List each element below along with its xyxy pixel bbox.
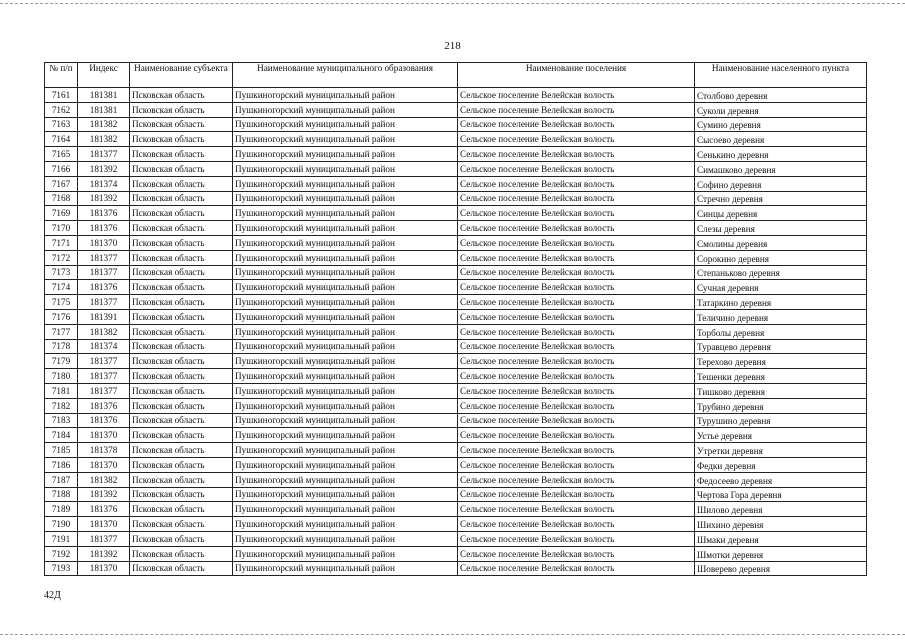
table-row <box>45 176 867 191</box>
cell-locality: Слезы деревня <box>695 221 867 236</box>
cell-num: 7174 <box>45 280 78 295</box>
cell-settlement: Сельское поселение Велейская волость <box>458 369 695 384</box>
cell-index: 181392 <box>78 191 130 206</box>
cell-num: 7168 <box>45 191 78 206</box>
cell-settlement: Сельское поселение Велейская волость <box>458 280 695 295</box>
cell-subject: Псковская область <box>130 88 233 103</box>
cell-index: 181382 <box>78 472 130 487</box>
cell-num: 7177 <box>45 324 78 339</box>
cell-subject: Псковская область <box>130 235 233 250</box>
table-row <box>45 117 867 132</box>
cell-municipality: Пушкиногорский муниципальный район <box>233 354 458 369</box>
cell-index: 181381 <box>78 88 130 103</box>
cell-subject: Псковская область <box>130 472 233 487</box>
cell-subject: Псковская область <box>130 487 233 502</box>
cell-locality: Шмотки деревня <box>695 546 867 561</box>
cell-num: 7187 <box>45 472 78 487</box>
cell-index: 181377 <box>78 531 130 546</box>
cell-index: 181376 <box>78 502 130 517</box>
cell-locality: Терехово деревня <box>695 354 867 369</box>
cell-index: 181377 <box>78 250 130 265</box>
cell-municipality: Пушкиногорский муниципальный район <box>233 561 458 576</box>
cell-num: 7165 <box>45 147 78 162</box>
table-row <box>45 265 867 280</box>
cell-index: 181370 <box>78 457 130 472</box>
cell-locality: Трубино деревня <box>695 398 867 413</box>
cell-municipality: Пушкиногорский муниципальный район <box>233 369 458 384</box>
cell-locality: Чертова Гора деревня <box>695 487 867 502</box>
cell-subject: Псковская область <box>130 502 233 517</box>
table-row <box>45 531 867 546</box>
cell-index: 181377 <box>78 295 130 310</box>
cell-num: 7191 <box>45 531 78 546</box>
cell-municipality: Пушкиногорский муниципальный район <box>233 383 458 398</box>
table-row <box>45 221 867 236</box>
cell-municipality: Пушкиногорский муниципальный район <box>233 117 458 132</box>
cell-num: 7179 <box>45 354 78 369</box>
cell-subject: Псковская область <box>130 102 233 117</box>
cell-settlement: Сельское поселение Велейская волость <box>458 235 695 250</box>
cell-subject: Псковская область <box>130 531 233 546</box>
table-row <box>45 428 867 443</box>
cell-municipality: Пушкиногорский муниципальный район <box>233 457 458 472</box>
cell-index: 181370 <box>78 517 130 532</box>
cell-settlement: Сельское поселение Велейская волость <box>458 265 695 280</box>
cell-num: 7188 <box>45 487 78 502</box>
cell-settlement: Сельское поселение Велейская волость <box>458 339 695 354</box>
cell-index: 181378 <box>78 443 130 458</box>
cell-index: 181377 <box>78 147 130 162</box>
table-row <box>45 191 867 206</box>
cell-subject: Псковская область <box>130 117 233 132</box>
cell-subject: Псковская область <box>130 221 233 236</box>
cell-num: 7181 <box>45 383 78 398</box>
table-row <box>45 398 867 413</box>
cell-municipality: Пушкиногорский муниципальный район <box>233 176 458 191</box>
cell-subject: Псковская область <box>130 324 233 339</box>
cell-subject: Псковская область <box>130 517 233 532</box>
cell-num: 7173 <box>45 265 78 280</box>
cell-num: 7183 <box>45 413 78 428</box>
cell-municipality: Пушкиногорский муниципальный район <box>233 413 458 428</box>
cell-settlement: Сельское поселение Велейская волость <box>458 561 695 576</box>
cell-locality: Татаркино деревня <box>695 295 867 310</box>
cell-index: 181370 <box>78 235 130 250</box>
cell-num: 7170 <box>45 221 78 236</box>
cell-index: 181377 <box>78 383 130 398</box>
cell-index: 181391 <box>78 309 130 324</box>
cell-locality: Софино деревня <box>695 176 867 191</box>
cell-index: 181376 <box>78 413 130 428</box>
cell-locality: Симашково деревня <box>695 161 867 176</box>
cell-municipality: Пушкиногорский муниципальный район <box>233 221 458 236</box>
cell-municipality: Пушкиногорский муниципальный район <box>233 517 458 532</box>
cell-index: 181382 <box>78 117 130 132</box>
cell-num: 7172 <box>45 250 78 265</box>
cell-subject: Псковская область <box>130 546 233 561</box>
table-row <box>45 443 867 458</box>
cell-subject: Псковская область <box>130 176 233 191</box>
cell-index: 181392 <box>78 546 130 561</box>
cell-locality: Суколи деревня <box>695 102 867 117</box>
cell-locality: Шмаки деревня <box>695 531 867 546</box>
cell-settlement: Сельское поселение Велейская волость <box>458 531 695 546</box>
cell-municipality: Пушкиногорский муниципальный район <box>233 531 458 546</box>
scan-top-edge <box>0 3 905 5</box>
table-row <box>45 324 867 339</box>
cell-num: 7176 <box>45 309 78 324</box>
cell-settlement: Сельское поселение Велейская волость <box>458 117 695 132</box>
cell-locality: Сорокино деревня <box>695 250 867 265</box>
cell-num: 7175 <box>45 295 78 310</box>
cell-locality: Сучная деревня <box>695 280 867 295</box>
cell-subject: Псковская область <box>130 250 233 265</box>
cell-settlement: Сельское поселение Велейская волость <box>458 250 695 265</box>
cell-settlement: Сельское поселение Велейская волость <box>458 191 695 206</box>
cell-settlement: Сельское поселение Велейская волость <box>458 295 695 310</box>
cell-settlement: Сельское поселение Велейская волость <box>458 472 695 487</box>
cell-subject: Псковская область <box>130 428 233 443</box>
cell-subject: Псковская область <box>130 132 233 147</box>
cell-subject: Псковская область <box>130 161 233 176</box>
table-row <box>45 147 867 162</box>
cell-locality: Тешенки деревня <box>695 369 867 384</box>
cell-locality: Сенькино деревня <box>695 147 867 162</box>
table-row <box>45 250 867 265</box>
page-number: 218 <box>444 40 461 52</box>
cell-settlement: Сельское поселение Велейская волость <box>458 398 695 413</box>
cell-locality: Стречно деревня <box>695 191 867 206</box>
cell-locality: Турушино деревня <box>695 413 867 428</box>
cell-subject: Псковская область <box>130 191 233 206</box>
cell-index: 181376 <box>78 221 130 236</box>
cell-settlement: Сельское поселение Велейская волость <box>458 354 695 369</box>
cell-subject: Псковская область <box>130 457 233 472</box>
cell-num: 7184 <box>45 428 78 443</box>
cell-municipality: Пушкиногорский муниципальный район <box>233 102 458 117</box>
cell-settlement: Сельское поселение Велейская волость <box>458 324 695 339</box>
cell-index: 181374 <box>78 339 130 354</box>
table-row <box>45 487 867 502</box>
cell-settlement: Сельское поселение Велейская волость <box>458 487 695 502</box>
cell-locality: Федосеево деревня <box>695 472 867 487</box>
cell-municipality: Пушкиногорский муниципальный район <box>233 265 458 280</box>
cell-num: 7178 <box>45 339 78 354</box>
cell-municipality: Пушкиногорский муниципальный район <box>233 88 458 103</box>
table-row <box>45 132 867 147</box>
header-locality: Наименование населенного пункта <box>695 63 867 88</box>
cell-index: 181392 <box>78 487 130 502</box>
cell-subject: Псковская область <box>130 383 233 398</box>
cell-subject: Псковская область <box>130 295 233 310</box>
cell-settlement: Сельское поселение Велейская волость <box>458 88 695 103</box>
cell-municipality: Пушкиногорский муниципальный район <box>233 487 458 502</box>
cell-subject: Псковская область <box>130 561 233 576</box>
table-header-row <box>45 63 867 88</box>
cell-num: 7169 <box>45 206 78 221</box>
cell-num: 7161 <box>45 88 78 103</box>
cell-municipality: Пушкиногорский муниципальный район <box>233 428 458 443</box>
cell-subject: Псковская область <box>130 280 233 295</box>
cell-index: 181377 <box>78 369 130 384</box>
cell-municipality: Пушкиногорский муниципальный район <box>233 147 458 162</box>
cell-locality: Устье деревня <box>695 428 867 443</box>
header-municipality: Наименование муниципального образования <box>233 63 458 88</box>
table-row <box>45 546 867 561</box>
cell-index: 181376 <box>78 398 130 413</box>
cell-index: 181377 <box>78 265 130 280</box>
cell-municipality: Пушкиногорский муниципальный район <box>233 502 458 517</box>
cell-municipality: Пушкиногорский муниципальный район <box>233 191 458 206</box>
scan-bottom-edge <box>0 634 905 636</box>
table-row <box>45 413 867 428</box>
cell-num: 7186 <box>45 457 78 472</box>
table-row <box>45 339 867 354</box>
cell-municipality: Пушкиногорский муниципальный район <box>233 161 458 176</box>
cell-municipality: Пушкиногорский муниципальный район <box>233 546 458 561</box>
cell-settlement: Сельское поселение Велейская волость <box>458 147 695 162</box>
cell-num: 7192 <box>45 546 78 561</box>
cell-locality: Синцы деревня <box>695 206 867 221</box>
cell-num: 7182 <box>45 398 78 413</box>
cell-locality: Сумино деревня <box>695 117 867 132</box>
cell-settlement: Сельское поселение Велейская волость <box>458 309 695 324</box>
cell-settlement: Сельское поселение Велейская волость <box>458 502 695 517</box>
cell-settlement: Сельское поселение Велейская волость <box>458 221 695 236</box>
cell-municipality: Пушкиногорский муниципальный район <box>233 250 458 265</box>
cell-subject: Псковская область <box>130 206 233 221</box>
footer-code: 42Д <box>44 590 61 601</box>
cell-subject: Псковская область <box>130 339 233 354</box>
cell-municipality: Пушкиногорский муниципальный район <box>233 309 458 324</box>
table-row <box>45 206 867 221</box>
cell-locality: Шоверево деревня <box>695 561 867 576</box>
cell-num: 7189 <box>45 502 78 517</box>
cell-index: 181370 <box>78 561 130 576</box>
table-row <box>45 502 867 517</box>
cell-settlement: Сельское поселение Велейская волость <box>458 206 695 221</box>
cell-locality: Смолины деревня <box>695 235 867 250</box>
table-row <box>45 295 867 310</box>
cell-municipality: Пушкиногорский муниципальный район <box>233 206 458 221</box>
locality-registry-table <box>44 62 867 576</box>
cell-locality: Теличино деревня <box>695 309 867 324</box>
cell-num: 7180 <box>45 369 78 384</box>
cell-num: 7166 <box>45 161 78 176</box>
cell-municipality: Пушкиногорский муниципальный район <box>233 235 458 250</box>
cell-locality: Шихино деревня <box>695 517 867 532</box>
table-row <box>45 383 867 398</box>
cell-subject: Псковская область <box>130 443 233 458</box>
header-settlement: Наименование поселения <box>458 63 695 88</box>
cell-index: 181377 <box>78 354 130 369</box>
cell-subject: Псковская область <box>130 398 233 413</box>
cell-num: 7167 <box>45 176 78 191</box>
cell-municipality: Пушкиногорский муниципальный район <box>233 280 458 295</box>
table-row <box>45 561 867 576</box>
header-index: Индекс <box>78 63 130 88</box>
cell-municipality: Пушкиногорский муниципальный район <box>233 339 458 354</box>
cell-index: 181392 <box>78 161 130 176</box>
cell-subject: Псковская область <box>130 413 233 428</box>
cell-municipality: Пушкиногорский муниципальный район <box>233 472 458 487</box>
table-row <box>45 354 867 369</box>
cell-municipality: Пушкиногорский муниципальный район <box>233 295 458 310</box>
cell-municipality: Пушкиногорский муниципальный район <box>233 443 458 458</box>
cell-settlement: Сельское поселение Велейская волость <box>458 132 695 147</box>
cell-settlement: Сельское поселение Велейская волость <box>458 161 695 176</box>
cell-index: 181376 <box>78 280 130 295</box>
cell-locality: Федки деревня <box>695 457 867 472</box>
cell-num: 7162 <box>45 102 78 117</box>
cell-locality: Торболы деревня <box>695 324 867 339</box>
cell-municipality: Пушкиногорский муниципальный район <box>233 324 458 339</box>
table-row <box>45 161 867 176</box>
header-subject: Наименование субъекта <box>130 63 233 88</box>
table-row <box>45 235 867 250</box>
cell-subject: Псковская область <box>130 265 233 280</box>
table-row <box>45 472 867 487</box>
cell-municipality: Пушкиногорский муниципальный район <box>233 398 458 413</box>
cell-locality: Столбово деревня <box>695 88 867 103</box>
table-body <box>45 88 867 576</box>
cell-num: 7185 <box>45 443 78 458</box>
cell-locality: Сысоево деревня <box>695 132 867 147</box>
table-row <box>45 517 867 532</box>
cell-index: 181376 <box>78 206 130 221</box>
cell-num: 7163 <box>45 117 78 132</box>
table-row <box>45 369 867 384</box>
cell-locality: Тишково деревня <box>695 383 867 398</box>
cell-index: 181382 <box>78 132 130 147</box>
cell-locality: Утретки деревня <box>695 443 867 458</box>
cell-num: 7171 <box>45 235 78 250</box>
cell-settlement: Сельское поселение Велейская волость <box>458 443 695 458</box>
cell-settlement: Сельское поселение Велейская волость <box>458 176 695 191</box>
cell-index: 181381 <box>78 102 130 117</box>
cell-subject: Псковская область <box>130 147 233 162</box>
cell-settlement: Сельское поселение Велейская волость <box>458 428 695 443</box>
cell-subject: Псковская область <box>130 369 233 384</box>
cell-locality: Шилово деревня <box>695 502 867 517</box>
cell-settlement: Сельское поселение Велейская волость <box>458 457 695 472</box>
cell-num: 7164 <box>45 132 78 147</box>
cell-municipality: Пушкиногорский муниципальный район <box>233 132 458 147</box>
cell-locality: Степаньково деревня <box>695 265 867 280</box>
cell-settlement: Сельское поселение Велейская волость <box>458 517 695 532</box>
header-num: № п/п <box>45 63 78 88</box>
table-row <box>45 457 867 472</box>
cell-index: 181382 <box>78 324 130 339</box>
table-row <box>45 280 867 295</box>
cell-num: 7193 <box>45 561 78 576</box>
cell-settlement: Сельское поселение Велейская волость <box>458 383 695 398</box>
cell-settlement: Сельское поселение Велейская волость <box>458 413 695 428</box>
cell-index: 181374 <box>78 176 130 191</box>
cell-settlement: Сельское поселение Велейская волость <box>458 102 695 117</box>
table-row <box>45 102 867 117</box>
cell-settlement: Сельское поселение Велейская волость <box>458 546 695 561</box>
cell-locality: Туравцево деревня <box>695 339 867 354</box>
table-row <box>45 88 867 103</box>
cell-index: 181370 <box>78 428 130 443</box>
cell-subject: Псковская область <box>130 309 233 324</box>
cell-subject: Псковская область <box>130 354 233 369</box>
cell-num: 7190 <box>45 517 78 532</box>
table-row <box>45 309 867 324</box>
